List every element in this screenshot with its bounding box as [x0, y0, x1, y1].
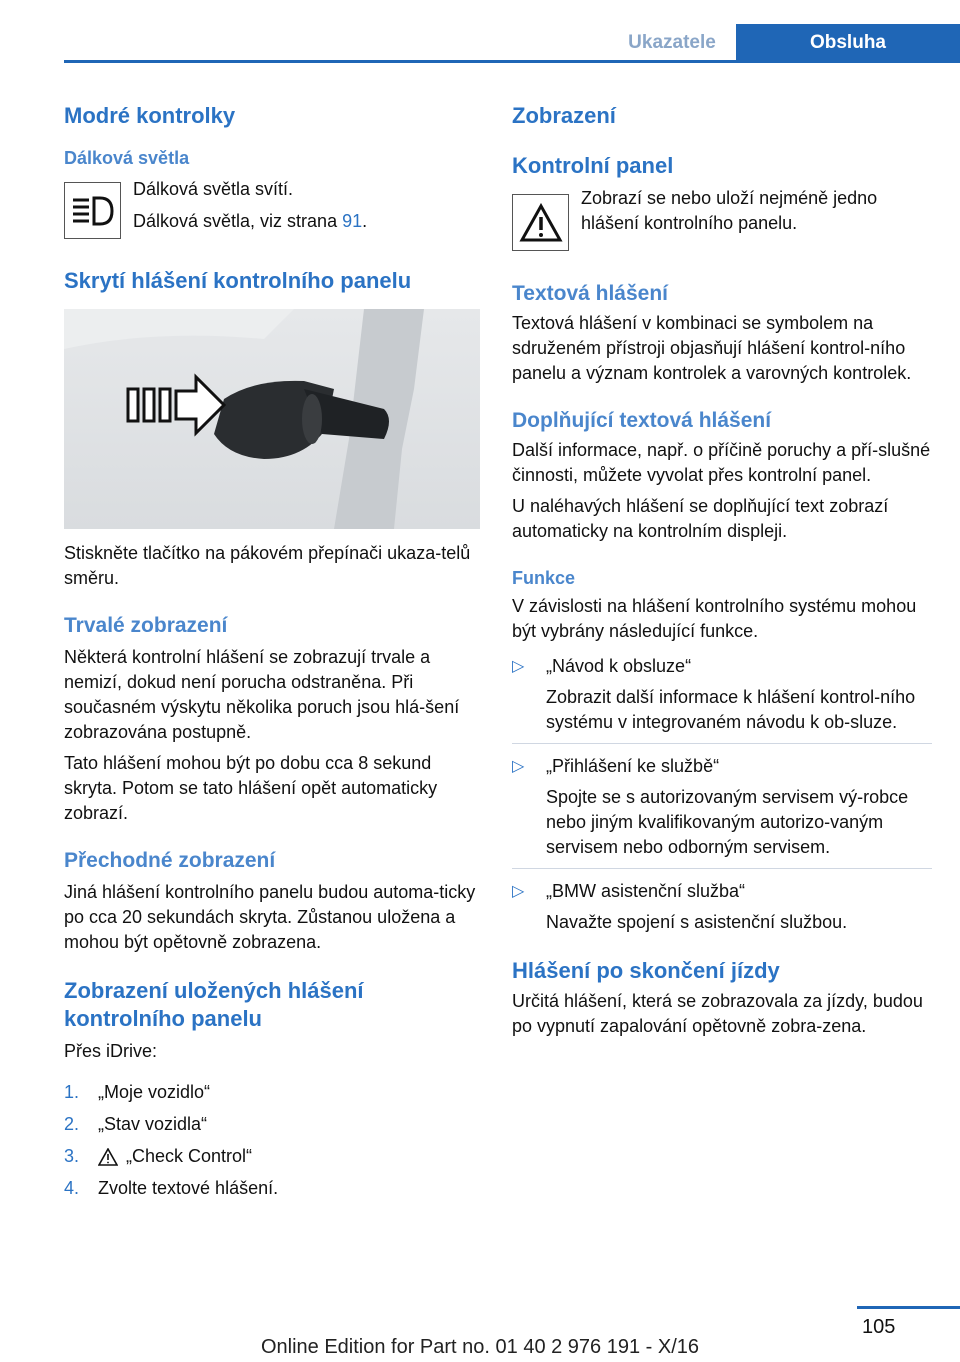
list-item	[512, 879, 932, 943]
list-item	[512, 654, 932, 744]
bullet-desc: Navažte spojení s asistenční službou.	[546, 912, 848, 932]
step-number: 2.	[64, 1114, 80, 1134]
control-panel-text: Zobrazí se nebo uloží nejméně jedno hlášení kontrolního panelu.	[581, 188, 878, 233]
triangle-right-icon: ▷	[512, 758, 525, 775]
bullet-title: „BMW asistenční služba“	[546, 881, 746, 901]
footer-edition: Online Edition for Part no. 01 40 2 976 191 - X/16	[260, 1336, 700, 1358]
step-number: 1.	[64, 1082, 80, 1102]
high-beam-line2	[133, 206, 367, 236]
heading-blue-lights: Modré kontrolky	[64, 103, 236, 128]
high-beam-line1: Dálková světla svítí.	[133, 179, 294, 199]
list-item	[64, 1176, 482, 1201]
control-panel-row	[512, 186, 932, 251]
additional-p2: U naléhavých hlášení se doplňující text zobrazí automaticky na kontrolním displeji.	[512, 496, 889, 541]
transient-p: Jiná hlášení kontrolního panelu budou automa‐ticky po cca 20 sekundách skryta. Zůstanou uložena a mohou být opětovně zobrazena.	[64, 882, 476, 952]
additional-p1: Další informace, např. o příčině poruchy a pří‐slušné činnosti, můžete vyvolat přes kontrolní panel.	[512, 440, 931, 485]
bullet-title: „Přihlášení ke službě“	[546, 756, 720, 776]
high-beam-icon	[64, 182, 121, 239]
heading-functions: Funkce	[512, 568, 576, 588]
functions-list	[512, 654, 932, 943]
stored-intro: Přes iDrive:	[64, 1041, 158, 1061]
warning-triangle-icon	[98, 1144, 126, 1169]
step-number: 4.	[64, 1178, 80, 1198]
list-item	[64, 1080, 482, 1105]
bullet-desc: Zobrazit další informace k hlášení kontrol‐ního systému v integrovaném návodu k ob‐sluze.	[546, 687, 916, 732]
high-beam-line2-text: Dálková světla, viz strana	[133, 211, 343, 231]
permanent-p1: Některá kontrolní hlášení se zobrazují trvale a nemizí, dokud není porucha odstraněna. Při současném výskytu několika poruch jsou hlá‐šení zobrazována postupně.	[64, 647, 460, 742]
left-column	[64, 100, 482, 1208]
bullet-title: „Návod k obsluze“	[546, 656, 692, 676]
page-link-91[interactable]: 91	[342, 211, 363, 231]
steps-list	[64, 1080, 482, 1201]
heading-hide-messages: Skrytí hlášení kontrolního panelu	[64, 268, 412, 293]
hide-text: Stiskněte tlačítko na pákovém přepínači ukaza‐telů směru.	[64, 543, 471, 588]
bullet-desc: Spojte se s autorizovaným servisem vý‐robce nebo jiným kvalifikovaným autorizo‐vaným servisem nebo odborným servisem.	[546, 787, 909, 857]
step-text: „Check Control“	[126, 1146, 253, 1166]
permanent-p2: Tato hlášení mohou být po dobu cca 8 sekund skryta. Potom se tato hlášení opět automaticky zobrazí.	[64, 753, 438, 823]
heading-text-messages: Textová hlášení	[512, 282, 669, 305]
high-beam-line2-end: .	[362, 211, 368, 231]
heading-permanent: Trvalé zobrazení	[64, 614, 228, 637]
warning-triangle-icon	[512, 194, 569, 251]
heading-stored: Zobrazení uložených hlášení kontrolního panelu	[64, 978, 364, 1031]
triangle-right-icon: ▷	[512, 883, 525, 900]
page-number: 105	[862, 1316, 896, 1338]
header-tab-ukazatele[interactable]: Ukazatele	[628, 32, 716, 53]
step-text: Zvolte textové hlášení.	[98, 1178, 279, 1198]
functions-p: V závislosti na hlášení kontrolního systému mohou být vybrány následující funkce.	[512, 596, 917, 641]
high-beam-row	[64, 174, 482, 239]
header-tab-obsluha[interactable]: Obsluha	[736, 24, 960, 62]
list-item	[512, 754, 932, 869]
heading-control-panel: Kontrolní panel	[512, 153, 674, 178]
triangle-right-icon: ▷	[512, 658, 525, 675]
list-item	[64, 1112, 482, 1137]
step-number: 3.	[64, 1146, 80, 1166]
heading-additional: Doplňující textová hlášení	[512, 409, 772, 432]
heading-end-trip: Hlášení po skončení jízdy	[512, 958, 780, 983]
stalk-photo	[64, 309, 480, 529]
step-text: „Stav vozidla“	[98, 1114, 208, 1134]
heading-display: Zobrazení	[512, 103, 616, 128]
end-trip-p: Určitá hlášení, která se zobrazovala za jízdy, budou po vypnutí zapalování opětovně zobra‐zena.	[512, 991, 923, 1036]
heading-high-beam: Dálková světla	[64, 148, 190, 168]
list-item	[64, 1144, 482, 1169]
page-number-rule	[857, 1306, 960, 1309]
step-text: „Moje vozidlo“	[98, 1082, 211, 1102]
text-messages-p: Textová hlášení v kombinaci se symbolem na sdruženém přístroji objasňují hlášení kontrol‐ního panelu a význam kontrolek a varovných kontrolek.	[512, 313, 912, 383]
heading-transient: Přechodné zobrazení	[64, 849, 276, 872]
header-rule	[64, 60, 960, 63]
right-column	[512, 100, 932, 1039]
